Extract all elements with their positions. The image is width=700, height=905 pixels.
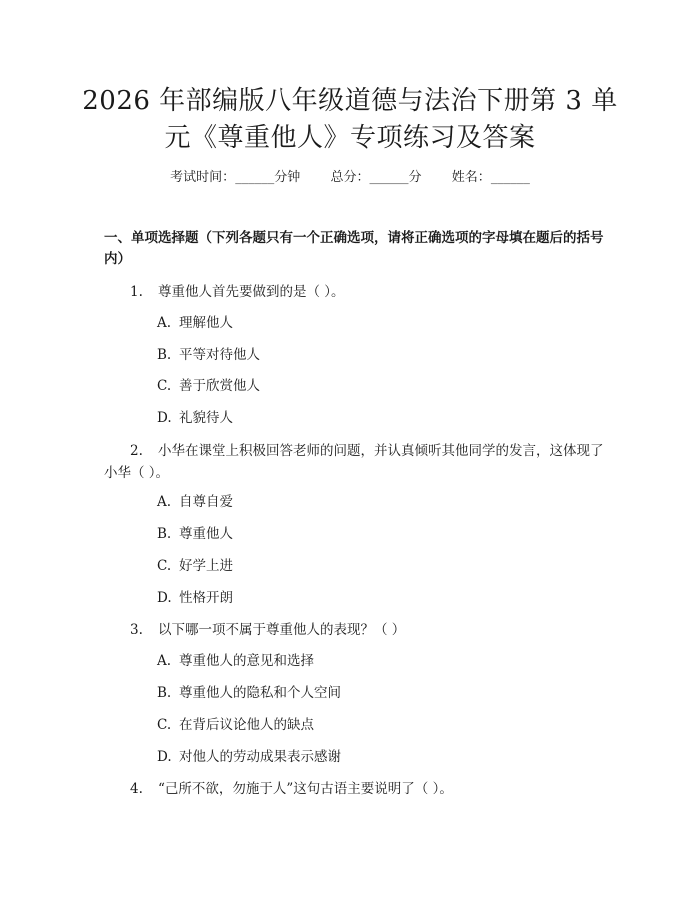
question-1-option-a [157, 313, 233, 333]
question-text: “己所不欲，勿施于人”这句古语主要说明了（ ）。 [158, 781, 453, 797]
option-letter: B. [157, 526, 172, 542]
option-text: 尊重他人的意见和选择 [179, 653, 314, 669]
name-label: 姓名： [451, 170, 491, 185]
option-text: 善于欣赏他人 [179, 378, 260, 394]
question-3-option-a [157, 651, 314, 671]
time-unit: 分钟 [274, 170, 301, 185]
option-text: 对他人的劳动成果表示感谢 [179, 749, 341, 765]
question-2-option-c [157, 556, 233, 576]
option-letter: B. [157, 685, 172, 701]
question-text: 尊重他人首先要做到的是（ ）。 [158, 284, 345, 300]
document-title-line-2: 元《尊重他人》专项练习及答案 [164, 123, 536, 153]
question-number: 2. [130, 443, 143, 459]
question-3 [104, 619, 604, 641]
question-3-option-b [157, 683, 341, 703]
question-1-option-b [157, 345, 260, 365]
option-text: 尊重他人的隐私和个人空间 [179, 685, 341, 701]
question-2-option-d [157, 588, 233, 608]
option-letter: C. [157, 378, 172, 394]
question-1-option-c [157, 376, 260, 396]
question-2 [104, 440, 604, 484]
score-unit: 分 [408, 170, 422, 185]
option-letter: A. [157, 653, 172, 669]
option-text: 自尊自爱 [179, 494, 233, 510]
score-label: 总分： [330, 170, 370, 185]
time-blank: ______ [235, 170, 275, 185]
option-letter: A. [157, 494, 172, 510]
question-4 [104, 778, 604, 800]
question-1-option-d [157, 408, 233, 428]
option-letter: C. [157, 558, 172, 574]
option-letter: A. [157, 315, 172, 331]
option-text: 在背后议论他人的缺点 [179, 717, 314, 733]
question-number: 3. [130, 622, 143, 638]
option-text: 理解他人 [179, 315, 233, 331]
time-label: 考试时间： [170, 170, 236, 185]
document-title-line-1: 2026 年部编版八年级道德与法治下册第 3 单 [82, 86, 618, 116]
question-3-option-d [157, 747, 341, 767]
option-text: 礼貌待人 [179, 410, 233, 426]
option-letter: B. [157, 347, 172, 363]
question-number: 4. [130, 781, 143, 797]
question-number: 1. [130, 284, 143, 300]
question-2-option-a [157, 492, 233, 512]
option-letter: D. [157, 590, 172, 606]
option-text: 好学上进 [179, 558, 233, 574]
option-text: 性格开朗 [179, 590, 233, 606]
option-letter: D. [157, 410, 172, 426]
exam-info-line [0, 168, 700, 188]
question-2-option-b [157, 524, 233, 544]
question-text: 以下哪一项不属于尊重他人的表现？（ ） [158, 622, 406, 638]
option-text: 平等对待他人 [179, 347, 260, 363]
option-letter: D. [157, 749, 172, 765]
question-text: 小华在课堂上积极回答老师的问题，并认真倾听其他同学的发言，这体现了小华（ ）。 [104, 443, 604, 481]
option-text: 尊重他人 [179, 526, 233, 542]
question-1 [104, 281, 604, 303]
question-3-option-c [157, 715, 314, 735]
option-letter: C. [157, 717, 172, 733]
name-blank: ______ [490, 170, 530, 185]
section-heading: 一、单项选择题（下列各题只有一个正确选项，请将正确选项的字母填在题后的括号内） [104, 230, 604, 267]
score-blank: ______ [369, 170, 409, 185]
